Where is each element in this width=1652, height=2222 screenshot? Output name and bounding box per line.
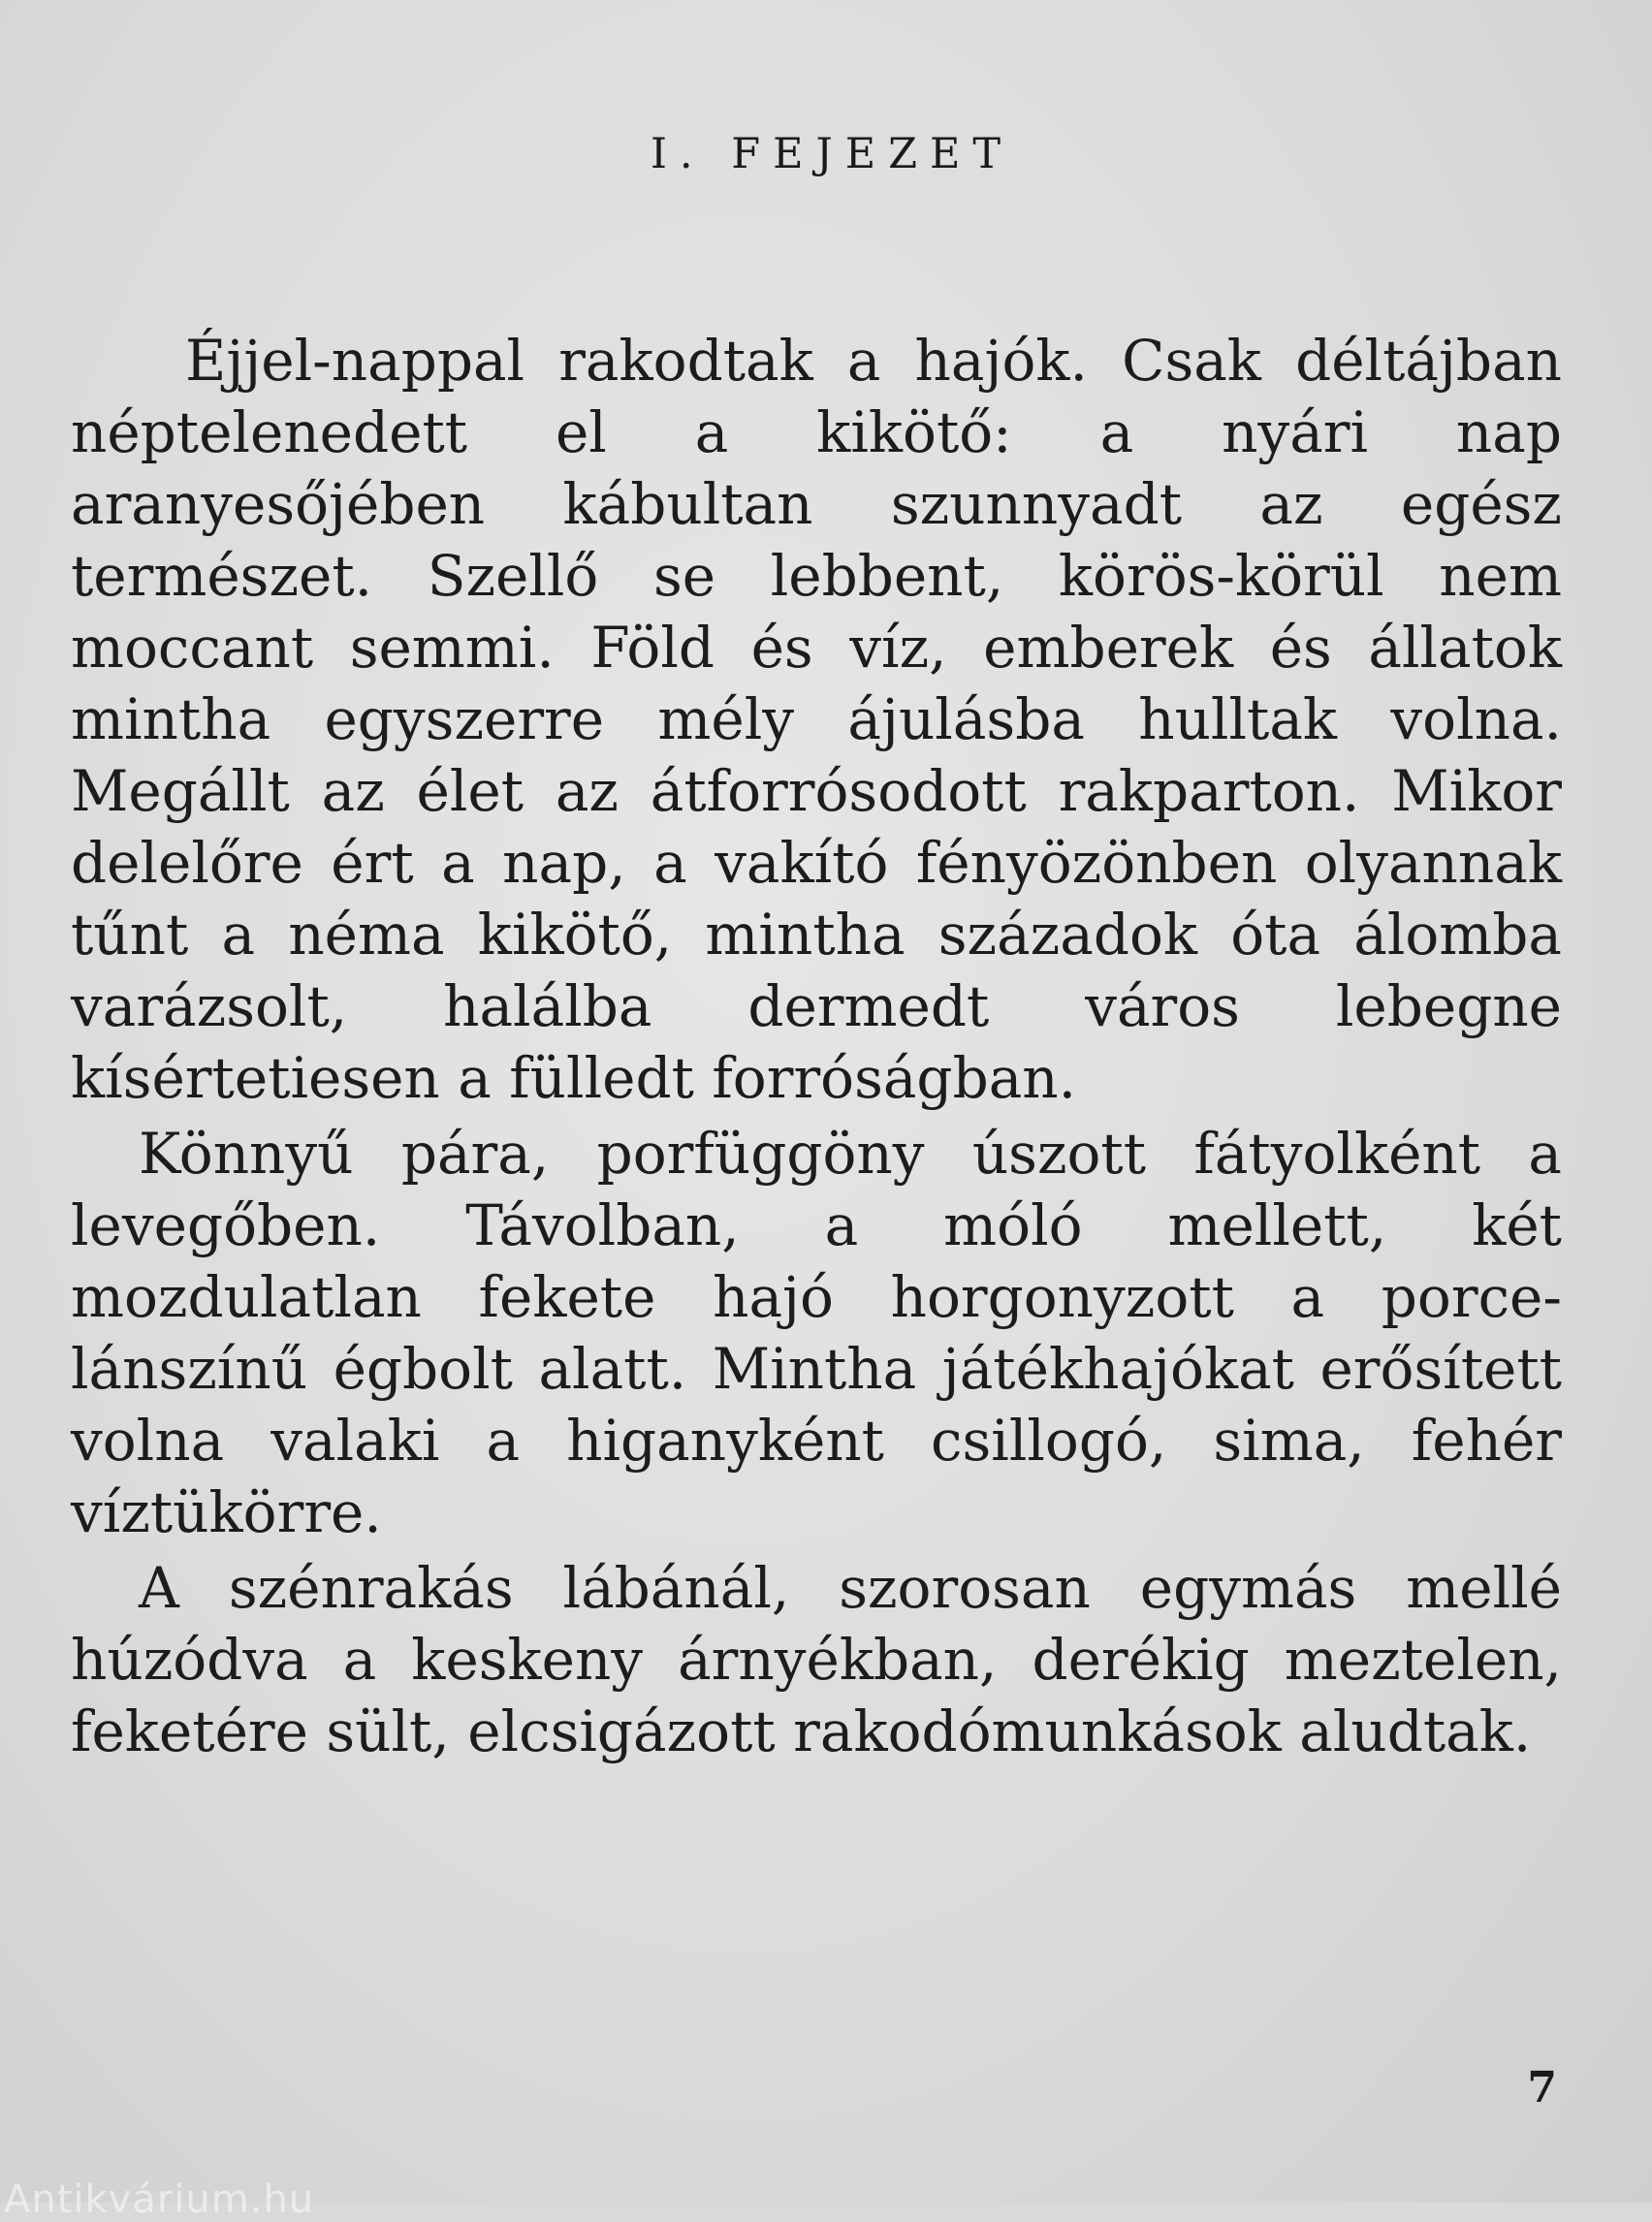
paragraph-3: A szénrakás lábánál, szorosan egymás mellé húzódva a keskeny árnyékban, derékig meztelen, feketére sült, elcsigázott rakodómunkások aludtak. bbox=[71, 1555, 1562, 1764]
watermark: Antikvárium.hu bbox=[4, 2177, 315, 2222]
body-text bbox=[71, 325, 1562, 1767]
chapter-heading: I. FEJEZET bbox=[650, 130, 1014, 178]
paragraph-1: Éjjel-nappal rakodtak a hajók. Csak déltájban néptelenedett el a kikötő: a nyári nap aranyesőjében kábultan szunnyadt az egész természet. Szellő se lebbent, körös-körül nem moccant semmi. Föld és víz, emberek és állatok mintha egyszerre mély ájulásba hulltak volna. Megállt az élet az átforrósodott rakparton. Mikor delelőre ért a nap, a vakító fényözönben olyannak tűnt a néma kikötő, mintha századok óta álomba varázsolt, halálba dermedt város lebegne kísértetiesen a fülledt forróságban. bbox=[71, 328, 1562, 1111]
paragraph-2: Könnyű pára, porfüggöny úszott fátyolként a levegőben. Távolban, a móló mellett, két mozdulatlan fekete hajó horgonyzott a porcelánszínű égbolt alatt. Mintha játékhajókat erősített volna valaki a higanyként csillogó, sima, fehér víztükörre. bbox=[71, 1121, 1562, 1545]
page-number: 7 bbox=[1527, 2063, 1557, 2112]
